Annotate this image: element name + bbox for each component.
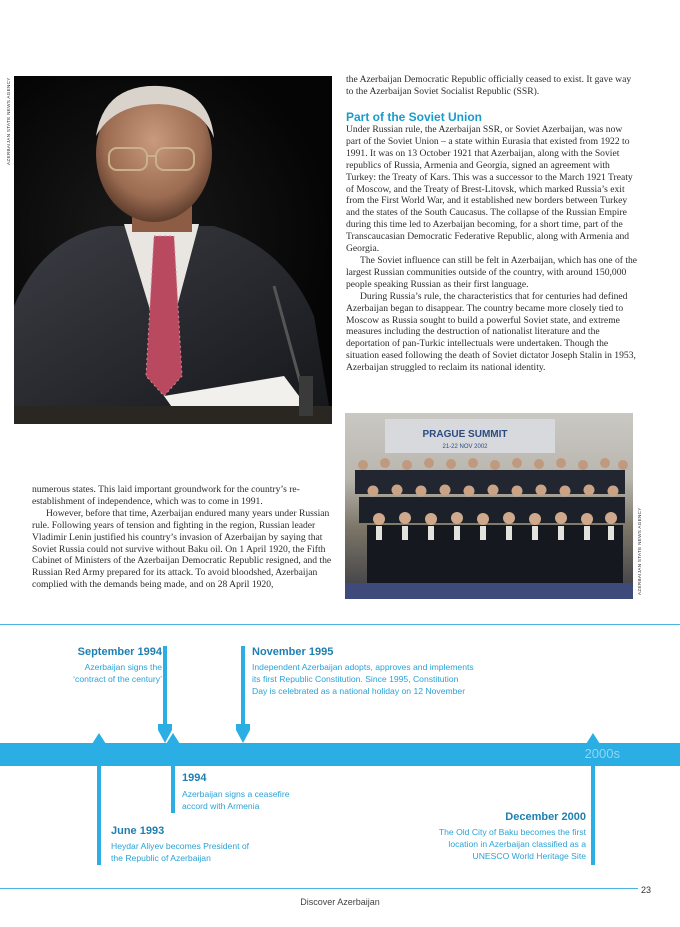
timeline-event-title: September 1994	[77, 646, 162, 658]
timeline-event-title: November 1995	[252, 646, 334, 658]
timeline-event-text: Azerbaijan signs a ceasefire accord with Armenia	[182, 789, 290, 811]
left-paragraph-1: numerous states. This laid important groundwork for the country’s re-establishment of independence, which was to come in 1991.	[32, 484, 300, 507]
timeline-band	[0, 743, 680, 766]
timeline-event-title: December 2000	[505, 811, 586, 823]
section-paragraph-3: During Russia’s rule, the characteristics that for centuries had defined Azerbaijan began to disappear. The country became more closely tied to Moscow as Russia sought to build a powerful Soviet state, and extreme measures including the destruction of nationalist literature and the deportation of pan-Turkic intellectuals were undertaken. Though the situation eased following the death of Soviet dictator Joseph Stalin in 1953, Azerbaijan struggled to reclaim its national identity.	[346, 290, 636, 374]
intro-paragraph: the Azerbaijan Democratic Republic officially ceased to exist. It gave way to the Azerbaijan Soviet Socialist Republic (SSR).	[346, 74, 632, 97]
page-number: 23	[641, 885, 652, 895]
timeline-connector-tip	[236, 724, 250, 744]
timeline-event-text: The Old City of Baku becomes the first location in Azerbaijan classified as a UNESCO World Heritage Site	[438, 827, 586, 861]
summit-banner-line2: 21-22 NOV 2002	[442, 444, 488, 450]
footer-rule	[0, 888, 638, 889]
timeline-event-title: June 1993	[111, 825, 165, 837]
photo1-credit: AZERBAIJAN STATE NEWS AGENCY	[6, 77, 11, 165]
section-body	[346, 124, 638, 374]
timeline-connector	[171, 765, 175, 813]
timeline-decade-label: 2000s	[584, 746, 620, 761]
timeline-connector-tip	[586, 733, 600, 745]
publication-title: Discover Azerbaijan	[300, 897, 380, 907]
intro-text	[346, 74, 638, 98]
timeline-top-rule	[0, 624, 680, 625]
photo-speaker-illustration	[14, 76, 332, 424]
section-heading: Part of the Soviet Union	[346, 110, 483, 124]
timeline-connector-tip	[92, 733, 106, 745]
timeline-event-text: Heydar Aliyev becomes President of the Republic of Azerbaijan	[111, 841, 250, 863]
photo-summit-group	[345, 413, 633, 599]
timeline-connector-tip	[166, 733, 180, 745]
timeline-connector	[591, 765, 595, 865]
photo2-credit: AZERBAIJAN STATE NEWS AGENCY	[637, 507, 642, 595]
timeline-connector	[97, 765, 101, 865]
photo-summit-illustration	[345, 413, 633, 599]
left-paragraph-2: However, before that time, Azerbaijan endured many years under Russian rule. Following years of tension and fighting in the region, Russian leader Vladimir Lenin justified his country’s invasion of Azerbaijan by saying that Soviet Russia could not survive without Baku oil. On 1 April 1920, the Fifth Cabinet of Ministers of the Azerbaijan Democratic Republic resigned, and the Russian Red Army prepared for its attack. To avoid bloodshed, Azerbaijan complied with the demands being made, and on 28 April 1920,	[32, 507, 332, 591]
timeline-event-text: Independent Azerbaijan adopts, approves and implements its first Republic Constitution. Since 1995, Constitution Day is celebrated as a national holiday on 12 November	[252, 662, 474, 696]
timeline-event-title: 1994	[182, 772, 207, 784]
summit-banner-line1: PRAGUE SUMMIT	[422, 429, 508, 440]
timeline-connector	[163, 646, 167, 726]
section-paragraph-1: Under Russian rule, the Azerbaijan SSR, or Soviet Azerbaijan, was now part of the Soviet Union – a state within Eurasia that existed from 1922 to 1991. It was on 13 October 1921 that Azerbaijan, along with the Soviet republics of Russia, Armenia and Georgia, signed an agreement with Turkey: the Treaty of Kars. This was a successor to the March 1921 Treaty of Moscow, and the Treaty of Brest-Litovsk, which marked Russia’s exit from the First World War, and it established new borders between Turkey and the states of the South Caucasus. The collapse of the Russian Empire during this time led to Azerbaijan becoming, for a short time, part of the Transcaucasian Democratic Federative Republic, along with Armenia and Georgia.	[346, 124, 633, 255]
section-paragraph-2: The Soviet influence can still be felt in Azerbaijan, which has one of the largest Russian communities outside of the country, with around 150,000 people speaking Russian as their first language.	[346, 254, 638, 290]
timeline-connector	[241, 646, 245, 726]
photo-speaker-at-lectern	[14, 76, 332, 424]
left-column-text	[32, 484, 332, 591]
timeline-event-text: Azerbaijan signs the ‘contract of the century’	[73, 662, 162, 684]
